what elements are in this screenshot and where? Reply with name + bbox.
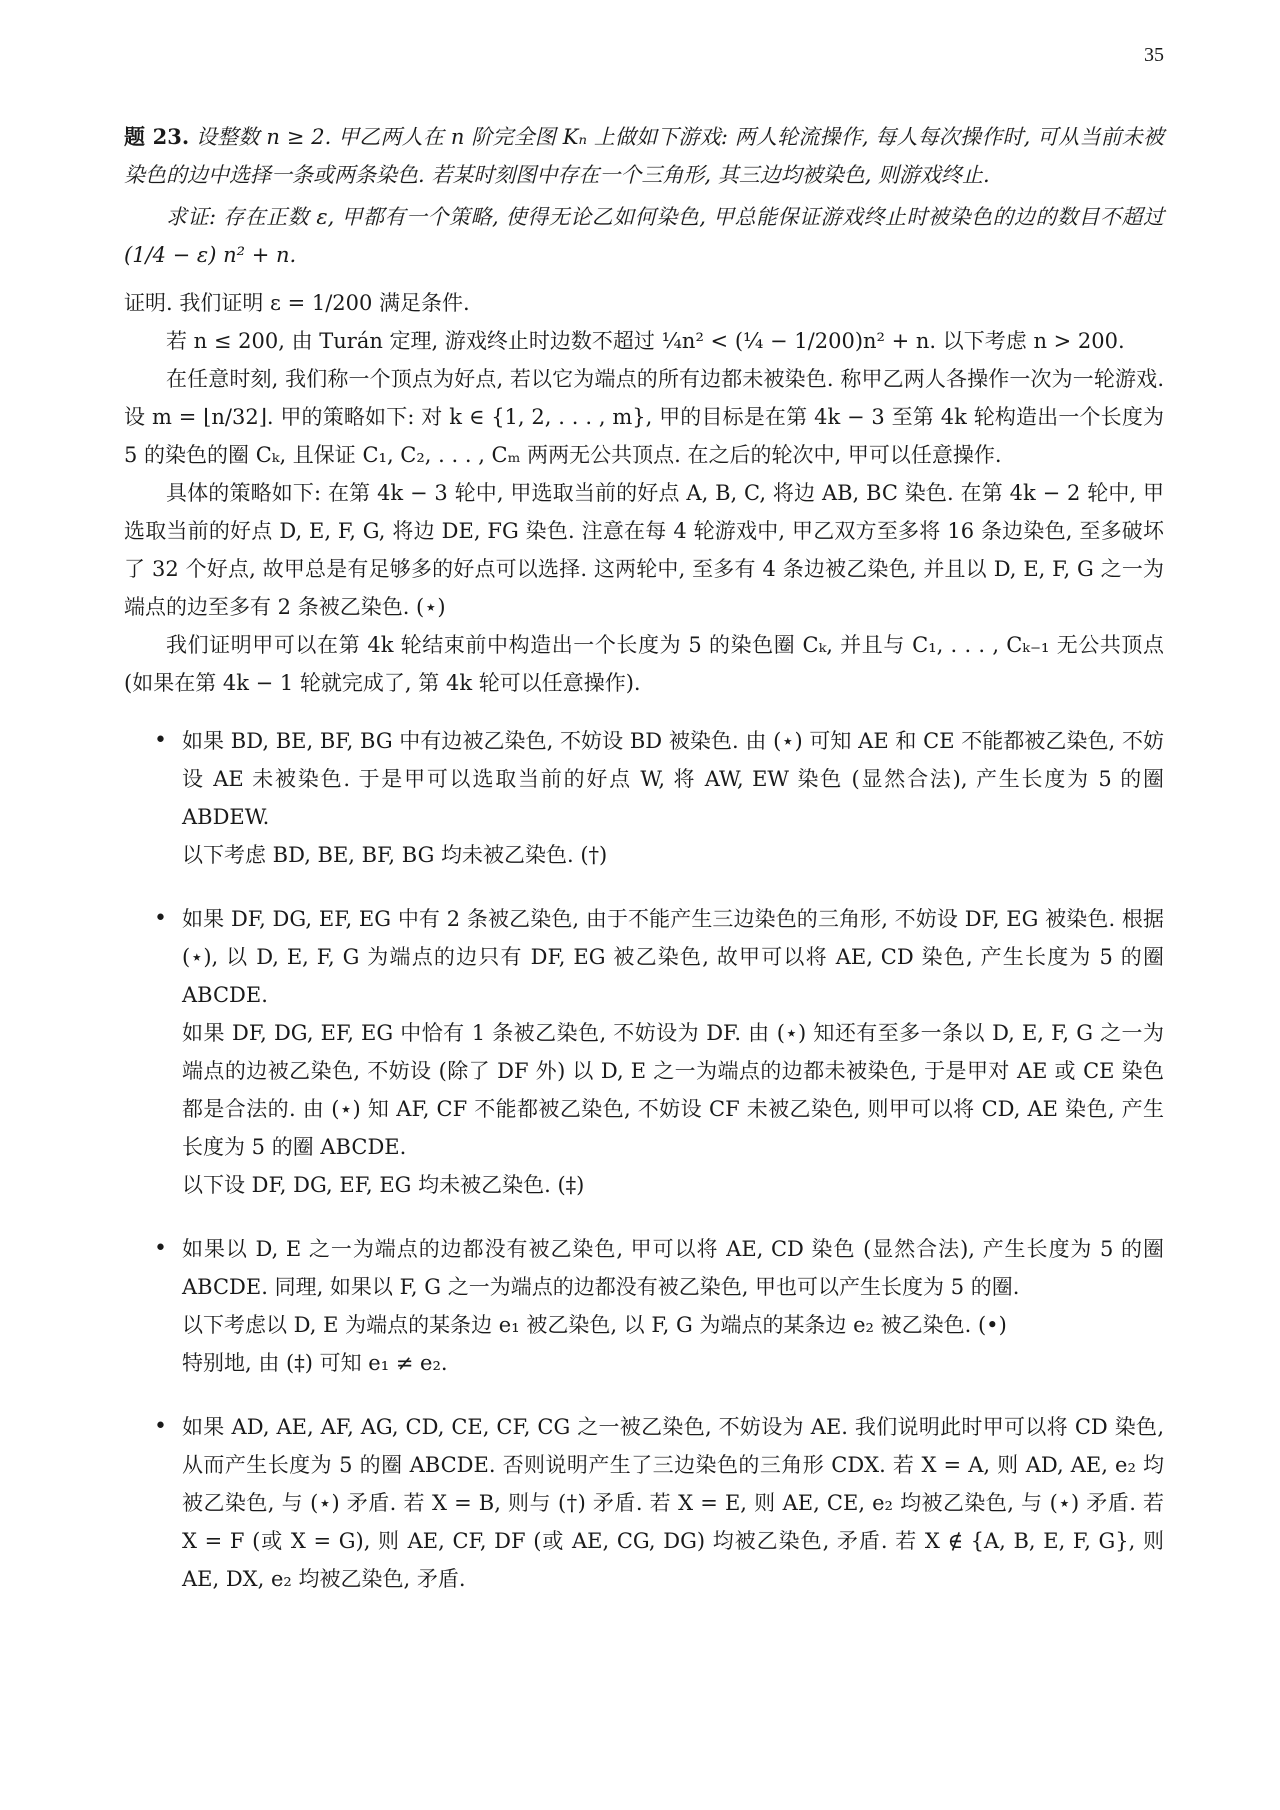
- bullet-icon: •: [154, 728, 167, 753]
- proof-paragraph: 在任意时刻, 我们称一个顶点为好点, 若以它为端点的所有边都未被染色. 称甲乙两人各操作一次为一轮游戏. 设 m = ⌊n/32⌋. 甲的策略如下: 对 k ∈ {1, 2, . . . , m}, 甲的目标是在第 4k − 3 至第 4k 轮构造出一个长度为 5 的染色的圈 Cₖ, 且保证 C₁, C₂, . . . , Cₘ 两两无公共顶点. 在之后的轮次中, 甲可以任意操作.: [124, 367, 1164, 467]
- proof-first-line: 我们证明 ε = 1/200 满足条件.: [172, 291, 470, 315]
- proof-opening: [124, 284, 1164, 322]
- case-paragraph: 如果 AD, AE, AF, AG, CD, CE, CF, CG 之一被乙染色, 不妨设为 AE. 我们说明此时甲可以将 CD 染色, 从而产生长度为 5 的圈 ABCDE. 否则说明产生了三边染色的三角形 CDX. 若 X = A, 则 AD, AE, e₂ 均被乙染色, 与 (⋆) 矛盾. 若 X = B, 则与 (†) 矛盾. 若 X = E, 则 AE, CE, e₂ 均被乙染色, 与 (⋆) 矛盾. 若 X = F (或 X = G), 则 AE, CF, DF (或 AE, CG, DG) 均被乙染色, 矛盾. 若 X ∉ {A, B, E, F, G}, 则 AE, DX, e₂ 均被乙染色, 矛盾.: [182, 1415, 1164, 1591]
- problem-claim: 求证: 存在正数 ε, 甲都有一个策略, 使得无论乙如何染色, 甲总能保证游戏终止时被染色的边的数目不超过 (1/4 − ε) n² + n.: [124, 205, 1164, 267]
- case-paragraph: 如果 DF, DG, EF, EG 中有 2 条被乙染色, 由于不能产生三边染色的三角形, 不妨设 DF, EG 被染色. 根据 (⋆), 以 D, E, F, G 为端点的边只有 DF, EG 被乙染色, 故甲可以将 AE, CD 染色, 产生长度为 5 的圈 ABCDE.: [182, 907, 1164, 1007]
- case-paragraph: 如果 DF, DG, EF, EG 中恰有 1 条被乙染色, 不妨设为 DF. 由 (⋆) 知还有至多一条以 D, E, F, G 之一为端点的边被乙染色, 不妨设 (除了 DF 外) 以 D, E 之一为端点的边都未被染色, 于是甲对 AE 或 CE 染色都是合法的. 由 (⋆) 知 AF, CF 不能都被乙染色, 不妨设 CF 未被乙染色, 则甲可以将 CD, AE 染色, 产生长度为 5 的圈 ABCDE.: [182, 1021, 1164, 1159]
- problem-text: 设整数 n ≥ 2. 甲乙两人在 n 阶完全图 Kₙ 上做如下游戏: 两人轮流操作, 每人每次操作时, 可从当前未被染色的边中选择一条或两条染色. 若某时刻图中存在一个三角形, 其三边均被染色, 则游戏终止.: [124, 125, 1164, 187]
- case-item: [124, 1230, 1164, 1382]
- case-paragraph: 如果以 D, E 之一为端点的边都没有被乙染色, 甲可以将 AE, CD 染色 (显然合法), 产生长度为 5 的圈 ABCDE. 同理, 如果以 F, G 之一为端点的边都没有被乙染色, 甲也可以产生长度为 5 的圈.: [182, 1237, 1164, 1299]
- bullet-icon: •: [154, 1236, 167, 1261]
- proof-paragraph: 我们证明甲可以在第 4k 轮结束前中构造出一个长度为 5 的染色圈 Cₖ, 并且与 C₁, . . . , Cₖ₋₁ 无公共顶点 (如果在第 4k − 1 轮就完成了, 第 4k 轮可以任意操作).: [124, 633, 1164, 695]
- proof-label: 证明.: [124, 291, 173, 315]
- case-paragraph: 如果 BD, BE, BF, BG 中有边被乙染色, 不妨设 BD 被染色. 由 (⋆) 可知 AE 和 CE 不能都被乙染色, 不妨设 AE 未被染色. 于是甲可以选取当前的好点 W, 将 AW, EW 染色 (显然合法), 产生长度为 5 的圈 ABDEW.: [182, 729, 1164, 829]
- case-paragraph: 以下考虑以 D, E 为端点的某条边 e₁ 被乙染色, 以 F, G 为端点的某条边 e₂ 被乙染色. (•): [182, 1313, 1007, 1337]
- case-list: [124, 722, 1164, 1598]
- problem-label: 题 23.: [124, 124, 190, 149]
- case-paragraph: 以下设 DF, DG, EF, EG 均未被乙染色. (‡): [182, 1173, 585, 1197]
- proof-paragraph: 若 n ≤ 200, 由 Turán 定理, 游戏终止时边数不超过 ¼n² < (¼ − 1/200)n² + n. 以下考虑 n > 200.: [166, 329, 1125, 353]
- case-item: [124, 900, 1164, 1204]
- case-paragraph: 特别地, 由 (‡) 可知 e₁ ≠ e₂.: [182, 1351, 448, 1375]
- page-number: 35: [1144, 44, 1164, 66]
- proof-paragraph: 具体的策略如下: 在第 4k − 3 轮中, 甲选取当前的好点 A, B, C, 将边 AB, BC 染色. 在第 4k − 2 轮中, 甲选取当前的好点 D, E, F, G, 将边 DE, FG 染色. 注意在每 4 轮游戏中, 甲乙双方至多将 16 条边染色, 至多破坏了 32 个好点, 故甲总是有足够多的好点可以选择. 这两轮中, 至多有 4 条边被乙染色, 并且以 D, E, F, G 之一为端点的边至多有 2 条被乙染色. (⋆): [124, 481, 1164, 619]
- case-paragraph: 以下考虑 BD, BE, BF, BG 均未被乙染色. (†): [182, 843, 608, 867]
- case-item: [124, 722, 1164, 874]
- case-item: [124, 1408, 1164, 1598]
- bullet-icon: •: [154, 1414, 167, 1439]
- problem-statement: [124, 118, 1164, 194]
- page-content: [124, 118, 1164, 1624]
- bullet-icon: •: [154, 906, 167, 931]
